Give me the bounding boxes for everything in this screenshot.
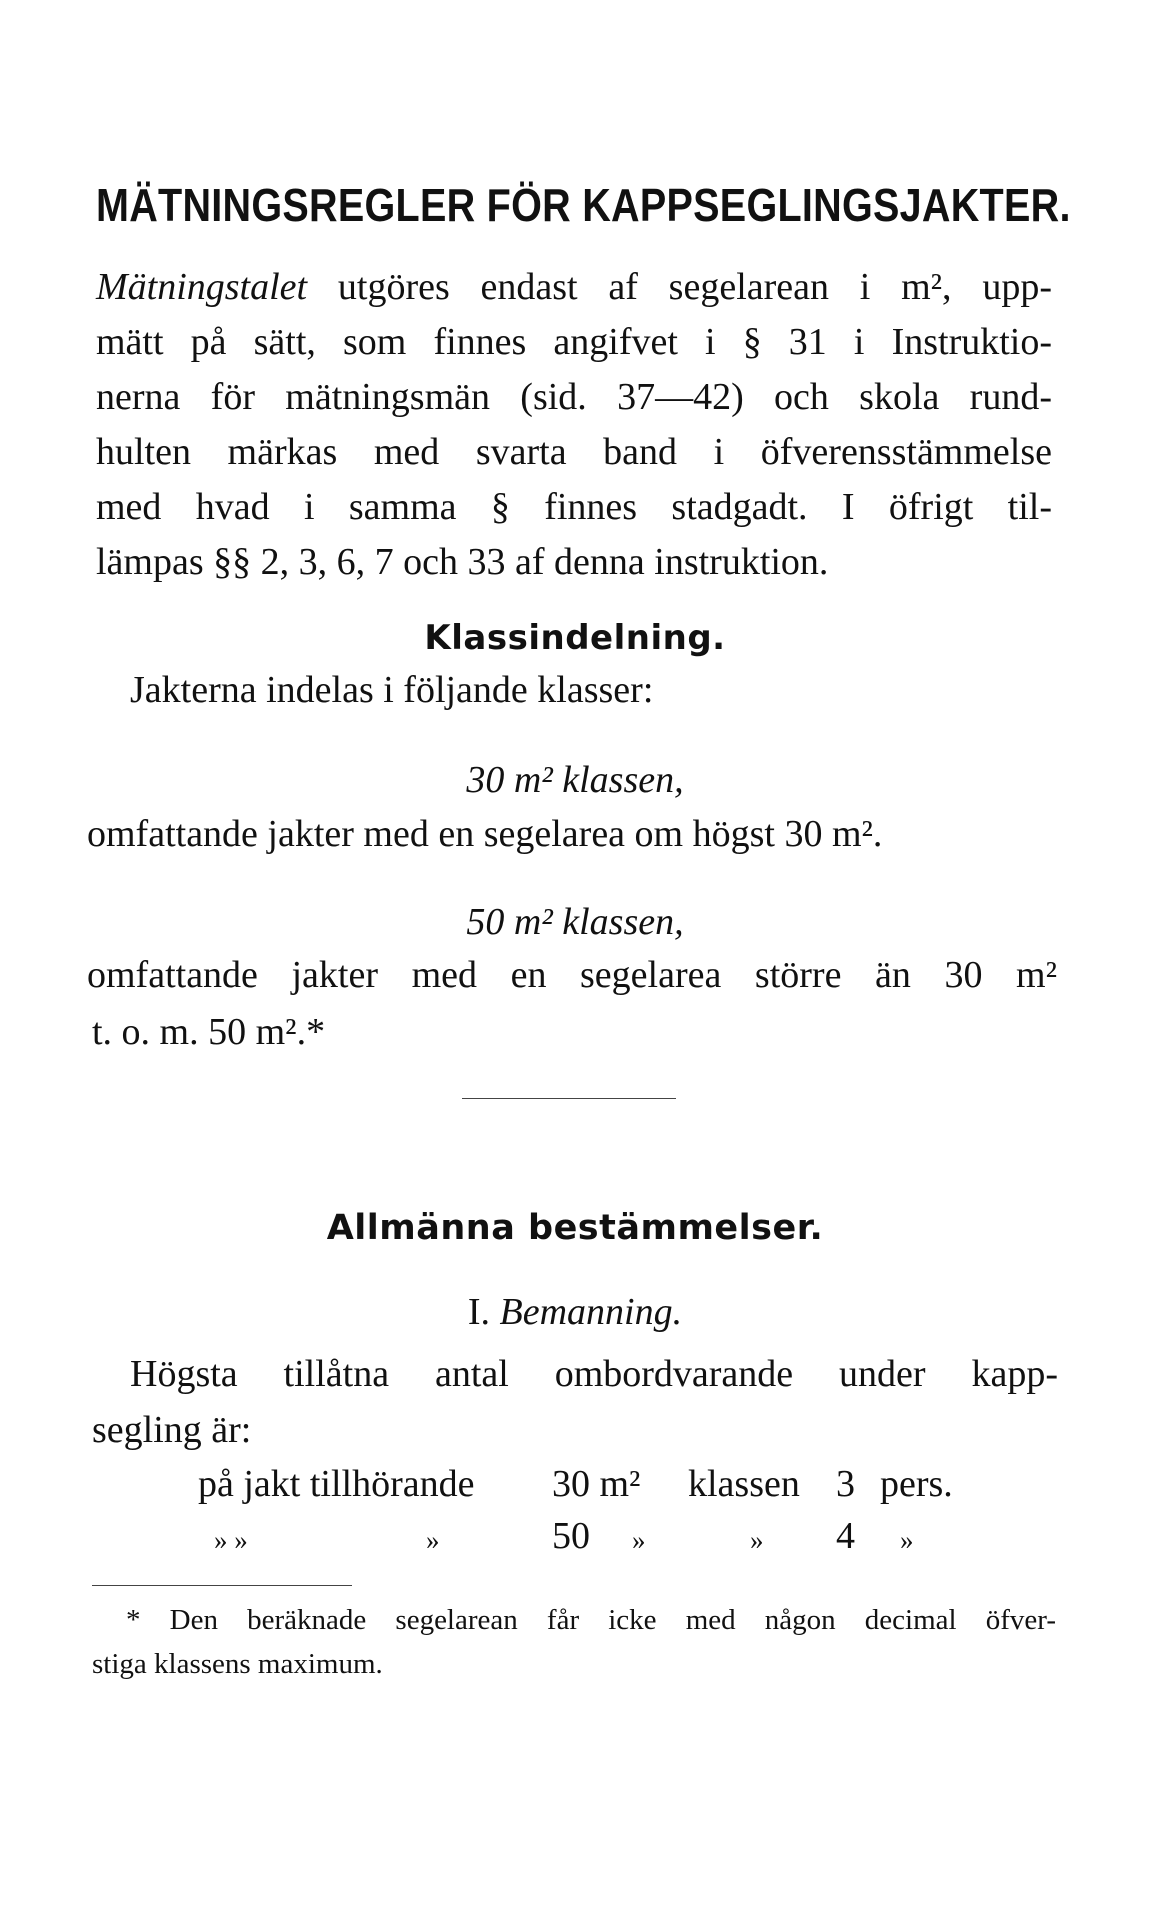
footnote-line2: stiga klassens maximum. (92, 1648, 383, 1680)
crew-row-1-label: på jakt tillhörande (198, 1463, 475, 1505)
intro-line-2: mätt på sätt, som finnes angifvet i § 31 i Instruktio- (96, 321, 1052, 363)
class30-desc: omfattande jakter med en segelarea om högst 30 m². (87, 813, 883, 855)
page-title: MÄTNINGSREGLER FÖR KAPPSEGLINGSJAKTER. (96, 179, 1071, 231)
crew-row-1-class: klassen (688, 1463, 800, 1505)
footnote-rule (92, 1585, 352, 1586)
crew-row-2-ditto-b: » (426, 1525, 440, 1555)
crew-row-1-size: 30 m² (552, 1463, 641, 1505)
crew-text-line1: Högsta tillåtna antal ombordvarande under kapp- (130, 1353, 1058, 1395)
class50-desc-line1: omfattande jakter med en segelarea större än 30 m² (87, 954, 1057, 996)
intro-line-1 (96, 260, 1052, 315)
crew-row-2-count: 4 (836, 1515, 855, 1557)
section1-heading (0, 1290, 1150, 1334)
section-divider (462, 1098, 676, 1099)
crew-row-2-ditto-c: » (632, 1525, 646, 1555)
intro-line-3: nerna för mätningsmän (sid. 37—42) och skola rund- (96, 376, 1052, 418)
crew-row-1-count: 3 (836, 1463, 855, 1505)
intro-term: Mätningstalet (96, 266, 308, 308)
crew-row-2-ditto-d: » (750, 1525, 764, 1555)
crew-row-2-ditto-e: » (900, 1525, 914, 1555)
crew-text-line2: segling är: (92, 1409, 252, 1451)
footnote-line1: * Den beräknade segelarean får icke med någon decimal öfver- (126, 1604, 1056, 1636)
crew-row-2-size: 50 (552, 1515, 590, 1557)
section1-title: Bemanning. (499, 1291, 683, 1333)
klass-intro: Jakterna indelas i följande klasser: (130, 669, 654, 711)
intro-paragraph (96, 260, 1052, 590)
allm-heading: Allmänna bestämmelser. (326, 1208, 824, 1248)
klass-heading: Klassindelning. (424, 618, 726, 658)
class50-title: 50 m² klassen, (466, 901, 684, 943)
crew-row-1-unit: pers. (880, 1463, 953, 1505)
section1-number: I. (467, 1291, 491, 1333)
crew-row-2-ditto-a: » » (214, 1525, 248, 1555)
intro-line-1-rest: utgöres endast af segelarean i m², upp- (307, 266, 1052, 308)
intro-line-6: lämpas §§ 2, 3, 6, 7 och 33 af denna instruktion. (96, 541, 829, 583)
class30-title: 30 m² klassen, (466, 759, 684, 801)
intro-line-5: med hvad i samma § finnes stadgadt. I öfrigt til- (96, 486, 1052, 528)
class50-desc-line2: t. o. m. 50 m².* (92, 1011, 326, 1053)
intro-line-4: hulten märkas med svarta band i öfverensstämmelse (96, 431, 1052, 473)
